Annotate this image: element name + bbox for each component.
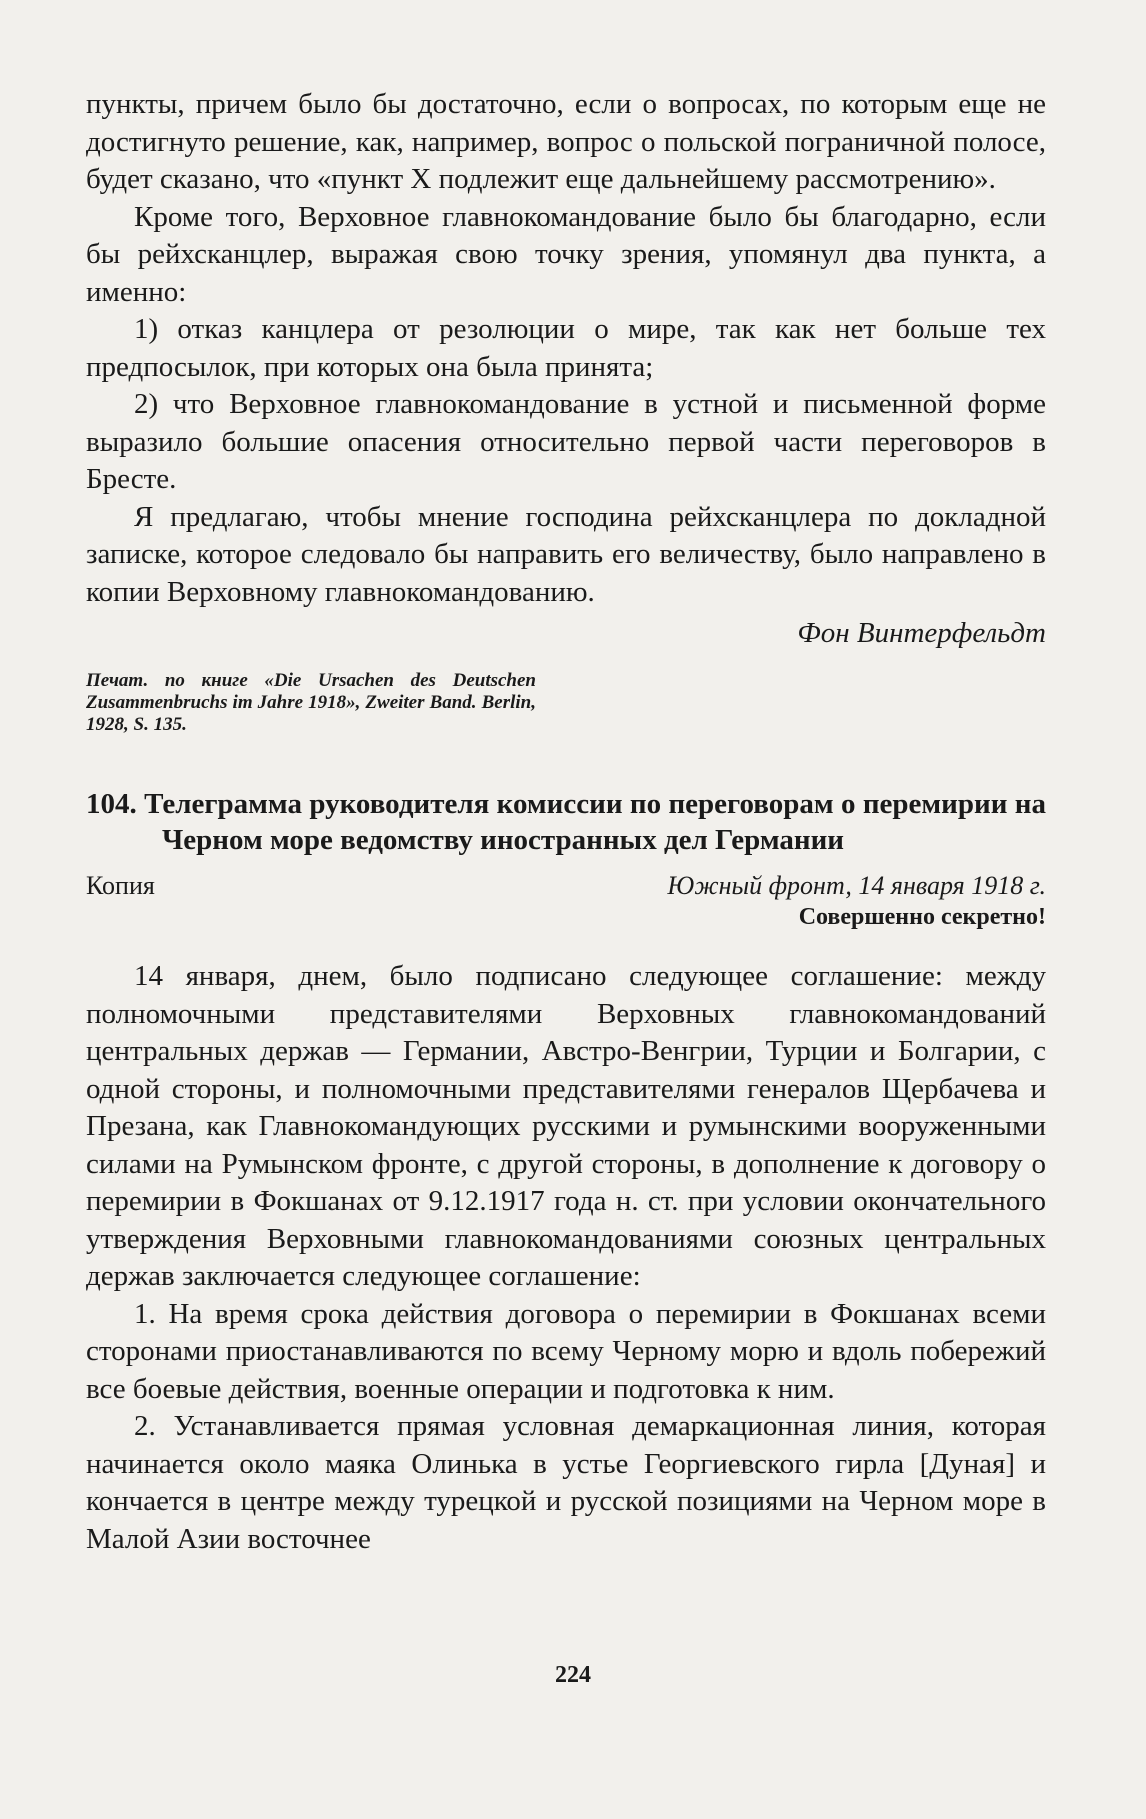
page-number: 224 [555, 1662, 591, 1688]
paragraph-clause-2: 2. Устанавливается прямая условная демаркационная линия, которая начинается около маяка Олинька в устье Георгиевского гирла [Дуная] и кончается в центре между турецкой и русской позициями на Черном море в Малой Азии восточнее [86, 1410, 1046, 1555]
paragraph-agreement: 14 января, днем, было подписано следующее соглашение: между полномочными представителями Верховных главнокомандований центральных держав — Германии, Австро-Венгрии, Турции и Болгарии, с одной стороны, и полномочными представителями генералов Щербачева и Презана, как Главнокомандующих русскими и румынскими вооруженными силами на Румынском фронте, с другой стороны, в дополнение к договору о перемирии в Фокшанах от 9.12.1917 года н. ст. при условии окончательного утверждения Верховными главнокомандованиями союзных центральных держав заключается следующее соглашение: [86, 960, 1046, 1292]
paragraph-high-command: Кроме того, Верховное главнокомандование было бы благодарно, если бы рейхсканцлер, выражая свою точку зрения, упомянул два пункта, а именно: [86, 200, 1046, 308]
signature: Фон Винтерфельдт [797, 617, 1046, 649]
document-meta [86, 870, 1046, 902]
paragraph-point-1: 1) отказ канцлера от резолюции о мире, так как нет больше тех предпосылок, при которых она была принята; [86, 313, 1046, 383]
source-note: Печат. по книге «Die Ursachen des Deutschen Zusammenbruchs im Jahre 1918», Zweiter Band. Berlin, 1928, S. 135. [86, 670, 536, 735]
paragraph-continuation: пункты, причем было бы достаточно, если о вопросах, по которым еще не достигнуто решение, как, например, вопрос о польской пограничной полосе, будет сказано, что «пункт X подлежит еще дальнейшему рассмотрению». [86, 88, 1046, 195]
document-title: Телеграмма руководителя комиссии по переговорам о перемирии на Черном море ведомству иностранных дел Германии [144, 788, 1046, 856]
document-body [86, 958, 1046, 1558]
paragraph-point-2: 2) что Верховное главнокомандование в устной и письменной форме выразило большие опасения относительно первой части переговоров в Бресте. [86, 388, 1046, 495]
copy-label: Копия [86, 871, 155, 900]
place-date: Южный фронт, 14 января 1918 г. [667, 871, 1046, 900]
page-content [86, 86, 1046, 1558]
paragraph-proposal: Я предлагаю, чтобы мнение господина рейхсканцлера по докладной записке, которое следовало бы направить его величеству, было направлено в копии Верховному главнокомандованию. [86, 500, 1046, 608]
classification-mark: Совершенно секретно! [798, 904, 1046, 930]
document-number: 104. [86, 788, 137, 820]
paragraph-clause-1: 1. На время срока действия договора о перемирии в Фокшанах всеми сторонами приостанавливаются по всему Черному морю и вдоль побережий все боевые действия, военные операции и подготовка к ним. [86, 1297, 1046, 1405]
document-heading [86, 786, 1046, 858]
